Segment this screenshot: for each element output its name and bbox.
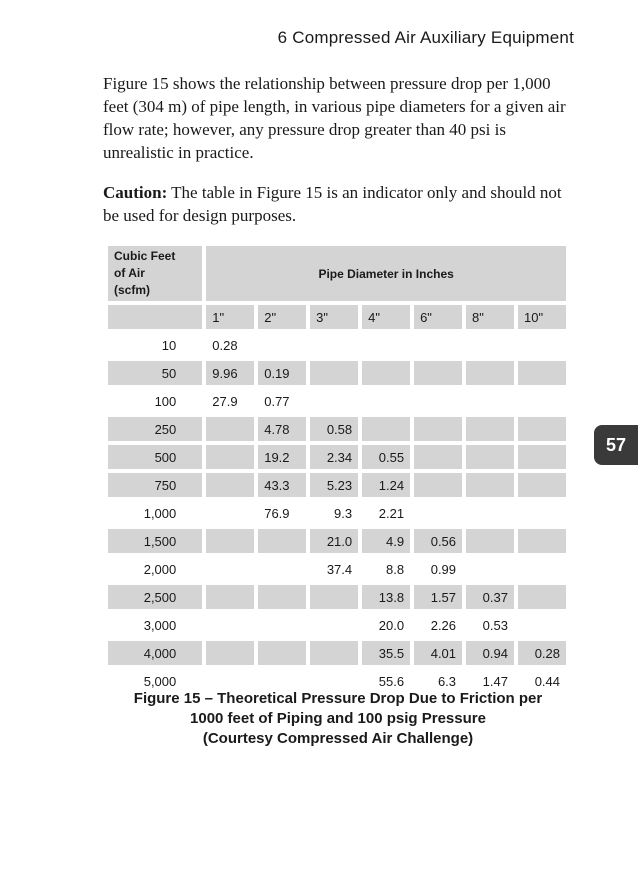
row-header-line: of Air	[114, 266, 145, 280]
pressure-drop-cell	[518, 445, 566, 469]
pressure-drop-cell	[518, 501, 566, 525]
flow-rate-cell: 2,500	[108, 585, 202, 609]
pressure-drop-cell: 20.0	[362, 613, 410, 637]
pressure-drop-cell: 0.99	[414, 557, 462, 581]
pressure-drop-cell	[206, 557, 254, 581]
pressure-drop-cell: 4.78	[258, 417, 306, 441]
pressure-drop-cell	[206, 529, 254, 553]
pressure-drop-cell: 76.9	[258, 501, 306, 525]
pressure-drop-cell	[310, 389, 358, 413]
pressure-drop-cell	[466, 417, 514, 441]
table-row	[108, 389, 566, 413]
pressure-drop-cell	[414, 501, 462, 525]
running-header: 6 Compressed Air Auxiliary Equipment	[277, 28, 574, 47]
flow-rate-cell: 500	[108, 445, 202, 469]
flow-rate-cell: 250	[108, 417, 202, 441]
pressure-drop-cell	[518, 361, 566, 385]
pressure-drop-cell: 0.55	[362, 445, 410, 469]
pressure-drop-cell	[466, 501, 514, 525]
pressure-drop-cell: 37.4	[310, 557, 358, 581]
pressure-drop-cell	[466, 445, 514, 469]
caution-paragraph	[103, 181, 573, 227]
diameter-header: 10"	[518, 305, 566, 329]
pressure-drop-cell	[518, 473, 566, 497]
table-row	[108, 417, 566, 441]
pressure-drop-cell	[310, 585, 358, 609]
caption-line: Figure 15 – Theoretical Pressure Drop Due to Friction per	[133, 690, 543, 707]
diameter-header-blank	[108, 305, 202, 329]
pressure-drop-cell	[206, 417, 254, 441]
diameter-header: 2"	[258, 305, 306, 329]
caution-text: The table in Figure 15 is an indicator only and should not be used for design purposes.	[103, 183, 562, 225]
pressure-drop-cell	[258, 613, 306, 637]
pressure-drop-cell: 43.3	[258, 473, 306, 497]
pressure-drop-cell	[258, 333, 306, 357]
pressure-drop-table	[104, 242, 570, 697]
pressure-drop-cell: 0.94	[466, 641, 514, 665]
pressure-drop-cell	[414, 389, 462, 413]
flow-rate-cell: 100	[108, 389, 202, 413]
pressure-drop-cell	[518, 389, 566, 413]
pressure-drop-cell: 4.01	[414, 641, 462, 665]
pressure-drop-cell	[518, 557, 566, 581]
pressure-drop-cell	[258, 641, 306, 665]
pressure-drop-cell	[206, 473, 254, 497]
pressure-drop-cell	[466, 529, 514, 553]
pressure-drop-cell: 9.96	[206, 361, 254, 385]
pressure-drop-cell: 8.8	[362, 557, 410, 581]
page-number-tab: 57	[594, 425, 638, 465]
table-row	[108, 361, 566, 385]
flow-rate-cell: 2,000	[108, 557, 202, 581]
pressure-drop-cell	[466, 389, 514, 413]
table-row	[108, 333, 566, 357]
pressure-drop-cell	[414, 417, 462, 441]
pressure-drop-cell	[258, 585, 306, 609]
pressure-drop-cell	[310, 361, 358, 385]
pressure-drop-cell	[206, 585, 254, 609]
pressure-drop-cell	[518, 613, 566, 637]
pressure-drop-cell: 1.57	[414, 585, 462, 609]
diameter-header: 4"	[362, 305, 410, 329]
pressure-drop-cell	[414, 445, 462, 469]
pressure-drop-cell	[310, 641, 358, 665]
pressure-drop-cell: 0.19	[258, 361, 306, 385]
diameter-header: 3"	[310, 305, 358, 329]
pressure-drop-cell: 2.21	[362, 501, 410, 525]
figure-caption	[100, 689, 576, 749]
pressure-drop-cell: 0.28	[518, 641, 566, 665]
row-header-line: (scfm)	[114, 283, 151, 297]
table-row	[108, 445, 566, 469]
flow-rate-cell: 3,000	[108, 613, 202, 637]
flow-rate-cell: 50	[108, 361, 202, 385]
row-header-title	[108, 246, 202, 301]
pressure-drop-cell	[258, 557, 306, 581]
pressure-drop-cell	[206, 501, 254, 525]
pressure-drop-cell: 2.26	[414, 613, 462, 637]
pressure-drop-cell: 0.44	[518, 669, 566, 693]
table-row	[108, 501, 566, 525]
table-row	[108, 641, 566, 665]
row-header-line: Cubic Feet	[114, 249, 176, 263]
flow-rate-cell: 10	[108, 333, 202, 357]
caption-line: 1000 feet of Piping and 100 psig Pressure	[190, 710, 486, 727]
pressure-drop-cell: 1.24	[362, 473, 410, 497]
pressure-drop-cell	[414, 361, 462, 385]
pressure-drop-cell: 0.53	[466, 613, 514, 637]
table-row	[108, 473, 566, 497]
pressure-drop-cell	[310, 613, 358, 637]
pressure-drop-cell: 0.28	[206, 333, 254, 357]
pressure-drop-cell: 0.37	[466, 585, 514, 609]
pressure-drop-cell	[362, 361, 410, 385]
pressure-drop-cell	[466, 333, 514, 357]
pressure-drop-cell: 55.6	[362, 669, 410, 693]
pressure-drop-cell: 0.56	[414, 529, 462, 553]
intro-paragraph: Figure 15 shows the relationship between pressure drop per 1,000 feet (304 m) of pipe length, in various pipe diameters for a given air flow rate; however, any pressure drop greater than 40 psi is unrealistic in practice.	[103, 74, 566, 162]
flow-rate-cell: 750	[108, 473, 202, 497]
pressure-drop-cell	[518, 417, 566, 441]
pressure-drop-cell: 5.23	[310, 473, 358, 497]
pressure-drop-cell	[414, 333, 462, 357]
pressure-drop-cell	[518, 529, 566, 553]
caption-line: (Courtesy Compressed Air Challenge)	[202, 730, 474, 747]
pressure-drop-cell: 2.34	[310, 445, 358, 469]
pressure-drop-cell	[518, 333, 566, 357]
diameter-header: 8"	[466, 305, 514, 329]
pressure-drop-cell: 35.5	[362, 641, 410, 665]
pressure-drop-cell: 0.58	[310, 417, 358, 441]
table-row	[108, 529, 566, 553]
pressure-drop-cell: 0.77	[258, 389, 306, 413]
pressure-drop-cell: 19.2	[258, 445, 306, 469]
pressure-drop-cell	[258, 529, 306, 553]
caution-label: Caution:	[103, 183, 168, 202]
table-row	[108, 585, 566, 609]
pressure-drop-cell: 4.9	[362, 529, 410, 553]
diameter-header: 1"	[206, 305, 254, 329]
pressure-drop-cell: 1.47	[466, 669, 514, 693]
pressure-drop-cell: 6.3	[414, 669, 462, 693]
pressure-drop-cell: 27.9	[206, 389, 254, 413]
pressure-drop-cell	[466, 361, 514, 385]
table-row	[108, 557, 566, 581]
pressure-drop-cell	[362, 333, 410, 357]
pressure-drop-cell: 21.0	[310, 529, 358, 553]
flow-rate-cell: 1,500	[108, 529, 202, 553]
pressure-drop-cell	[414, 473, 462, 497]
table-row	[108, 613, 566, 637]
pressure-drop-cell	[362, 417, 410, 441]
pressure-drop-cell	[310, 333, 358, 357]
flow-rate-cell: 5,000	[108, 669, 202, 693]
pressure-drop-cell: 13.8	[362, 585, 410, 609]
group-header: Pipe Diameter in Inches	[206, 246, 566, 301]
pressure-drop-cell	[206, 613, 254, 637]
pressure-drop-cell	[206, 445, 254, 469]
flow-rate-cell: 1,000	[108, 501, 202, 525]
pressure-drop-cell	[518, 585, 566, 609]
pressure-drop-cell: 9.3	[310, 501, 358, 525]
pressure-drop-cell	[362, 389, 410, 413]
flow-rate-cell: 4,000	[108, 641, 202, 665]
pressure-drop-cell	[466, 557, 514, 581]
pressure-drop-cell	[206, 641, 254, 665]
diameter-header: 6"	[414, 305, 462, 329]
pressure-drop-cell	[466, 473, 514, 497]
